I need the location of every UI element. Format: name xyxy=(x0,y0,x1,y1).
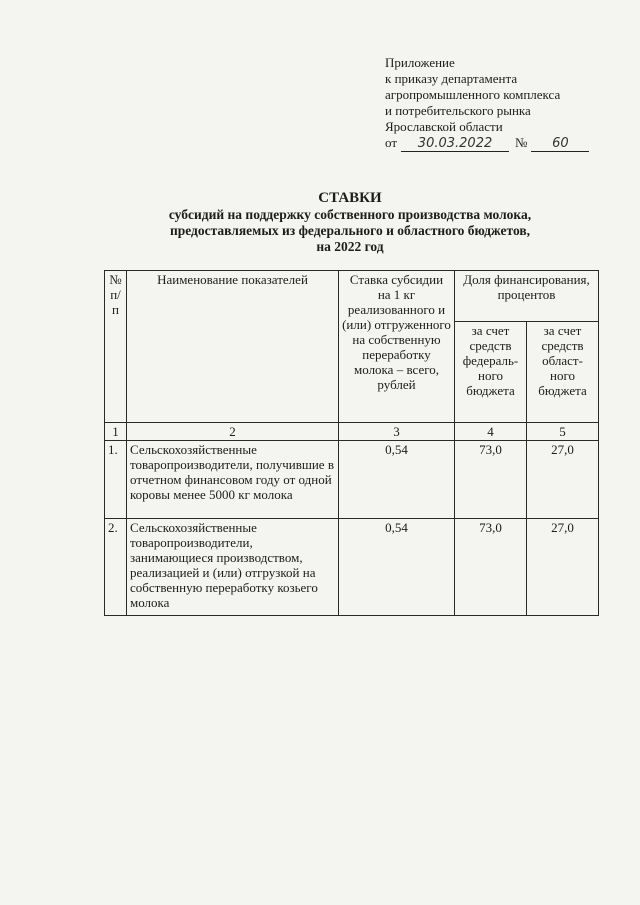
header-federal: за счет средств федераль-ного бюджета xyxy=(455,322,527,423)
row-federal: 73,0 xyxy=(455,441,527,519)
row-federal: 73,0 xyxy=(455,519,527,616)
column-number: 3 xyxy=(339,423,455,441)
from-label: от xyxy=(385,135,398,150)
table-header-row xyxy=(105,271,599,322)
column-number-row xyxy=(105,423,599,441)
appendix-line: агропромышленного комплекса xyxy=(385,87,561,102)
appendix-line: к приказу департамента xyxy=(385,71,518,86)
heading-subtitle-line: субсидий на поддержку собственного производства молока, xyxy=(168,207,532,222)
subsidy-rates-table xyxy=(104,270,599,616)
header-share: Доля финансирования, процентов xyxy=(455,271,599,322)
heading-subtitle-line: на 2022 год xyxy=(316,239,384,254)
row-num: 1. xyxy=(105,441,127,519)
header-regional: за счет средств област-ного бюджета xyxy=(527,322,599,423)
order-date-handwritten: 30.03.2022 xyxy=(401,137,509,152)
row-name: Сельскохозяйственные товаропроизводители, получившие в отчетном финансовом году от одной коровы менее 5000 кг молока xyxy=(127,441,339,519)
row-name: Сельскохозяйственные товаропроизводители, занимающиеся производством, реализацией и (или) отгрузкой на собственную переработку козьего молока xyxy=(127,519,339,616)
table-row xyxy=(105,519,599,616)
heading-title: СТАВКИ xyxy=(318,190,382,206)
header-name: Наименование показателей xyxy=(127,271,339,423)
header-rate: Ставка субсидии на 1 кг реализованного и (или) отгруженного на собственную переработку молока – всего, рублей xyxy=(339,271,455,423)
column-number: 4 xyxy=(455,423,527,441)
column-number: 5 xyxy=(527,423,599,441)
appendix-block xyxy=(385,55,625,152)
row-num: 2. xyxy=(105,519,127,616)
appendix-line: Приложение xyxy=(385,55,455,70)
heading-subtitle-line: предоставляемых из федерального и областного бюджетов, xyxy=(169,223,531,238)
appendix-line: Ярославской области xyxy=(385,119,503,134)
row-regional: 27,0 xyxy=(527,441,599,519)
row-rate: 0,54 xyxy=(339,519,455,616)
appendix-line: и потребительского рынка xyxy=(385,103,531,118)
order-date-number-line xyxy=(385,135,625,152)
order-number-handwritten: 60 xyxy=(531,137,589,152)
number-label: № xyxy=(515,135,528,150)
document-heading xyxy=(100,190,600,255)
row-rate: 0,54 xyxy=(339,441,455,519)
row-regional: 27,0 xyxy=(527,519,599,616)
table-row xyxy=(105,441,599,519)
column-number: 1 xyxy=(105,423,127,441)
column-number: 2 xyxy=(127,423,339,441)
header-num: № п/п xyxy=(105,271,127,423)
